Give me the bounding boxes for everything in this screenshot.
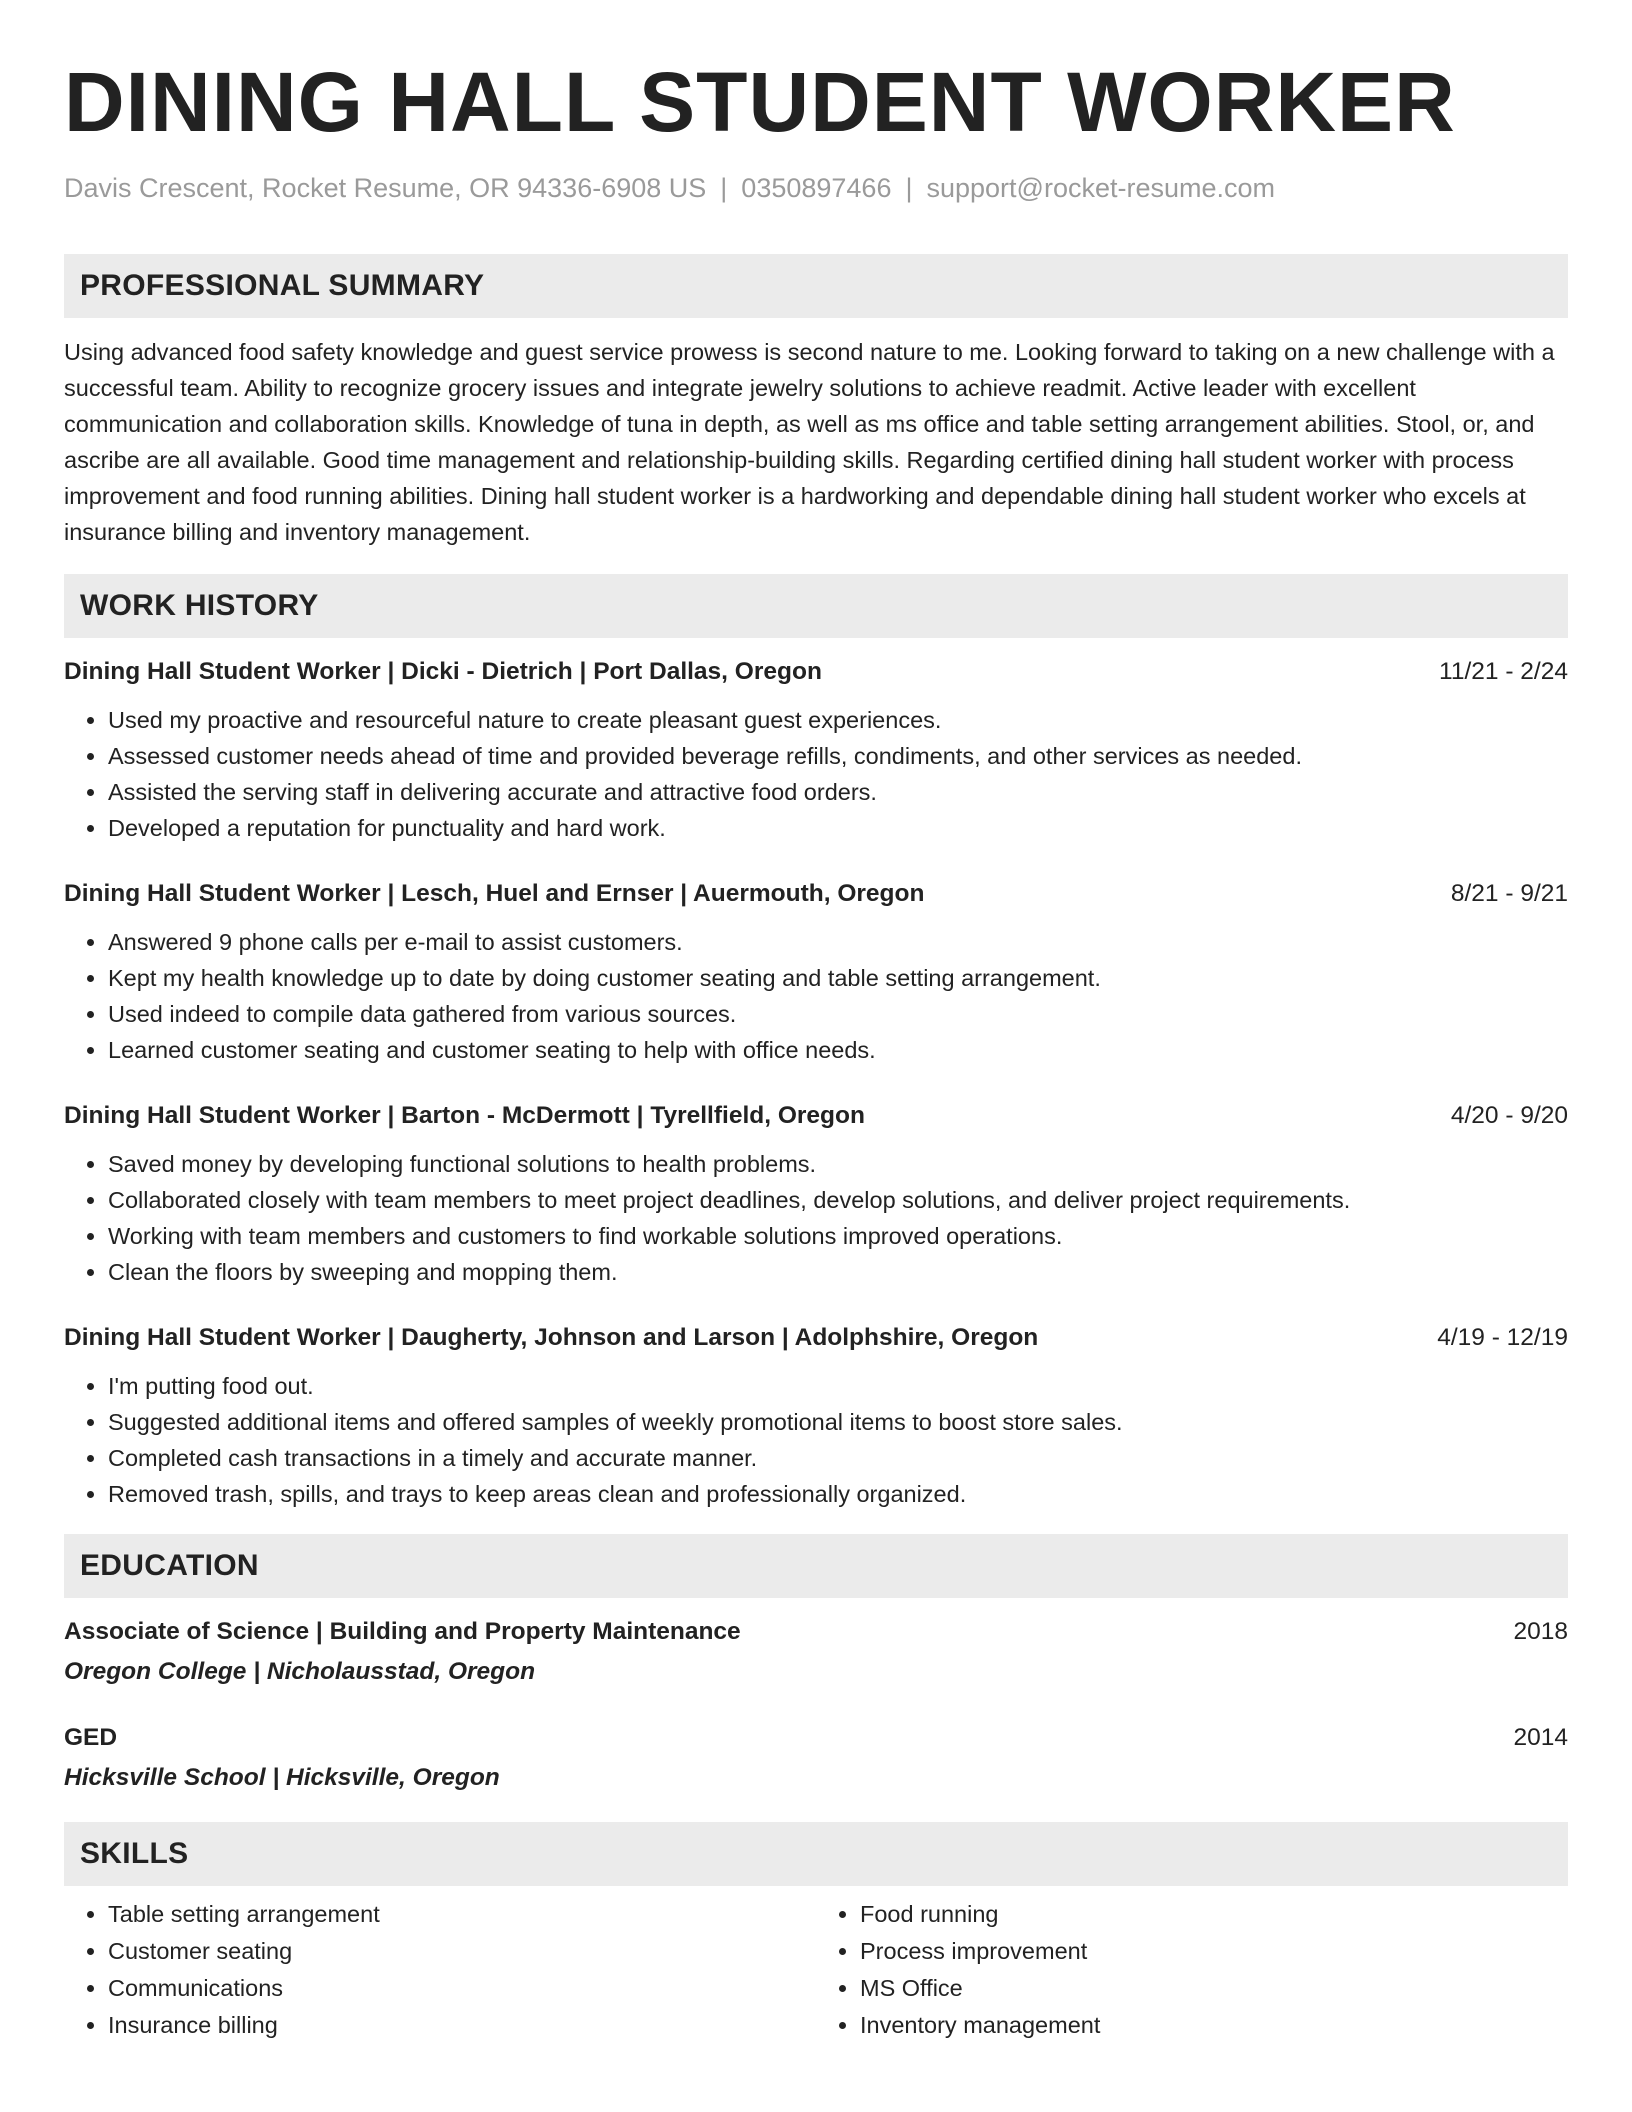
- job-dates: 8/21 - 9/21: [1450, 879, 1568, 907]
- job-bullet: • Clean the floors by sweeping and mopping them.: [108, 1254, 1568, 1290]
- job-entry: [64, 1098, 1568, 1290]
- summary-text: Using advanced food safety knowledge and guest service prowess is second nature to me. Looking forward to taking on a new challenge with a successful team. Ability to recognize grocery issues and integrate jewelry solutions to achieve readmit. Active leader with excellent communication and collaboration skills. Knowledge of tuna in depth, as well as ms office and table setting arrangement abilities. Stool, or, and ascribe are all available. Good time management and relationship-building skills. Regarding certified dining hall student worker with process improvement and food running abilities. Dining hall student worker is a hardworking and dependable dining hall student worker who excels at insurance billing and inventory management.: [64, 339, 1555, 545]
- section-title: EDUCATION: [80, 1548, 259, 1582]
- skill-item: • Inventory management: [860, 2007, 1568, 2044]
- job-bullet: • Assisted the serving staff in delivering accurate and attractive food orders.: [108, 774, 1568, 810]
- job-title: Dining Hall Student Worker | Daugherty, Johnson and Larson | Adolphshire, Oregon: [64, 1323, 1039, 1351]
- education-school: Hicksville School | Hicksville, Oregon: [64, 1763, 500, 1791]
- contact-phone: 0350897466: [741, 173, 892, 203]
- skill-item: • Communications: [108, 1970, 816, 2007]
- job-bullet: • Used indeed to compile data gathered from various sources.: [108, 996, 1568, 1032]
- job-bullet: • Kept my health knowledge up to date by doing customer seating and table setting arrangement.: [108, 960, 1568, 996]
- job-entry: [64, 876, 1568, 1068]
- job-dates: 11/21 - 2/24: [1439, 657, 1568, 685]
- job-bullet: • Removed trash, spills, and trays to keep areas clean and professionally organized.: [108, 1476, 1568, 1512]
- job-bullet: • Learned customer seating and customer seating to help with office needs.: [108, 1032, 1568, 1068]
- section-header-education: [64, 1534, 1568, 1598]
- job-bullet: • Assessed customer needs ahead of time and provided beverage refills, condiments, and other services as needed.: [108, 738, 1568, 774]
- job-bullet: • Suggested additional items and offered samples of weekly promotional items to boost store sales.: [108, 1404, 1568, 1440]
- job-bullet: • Collaborated closely with team members to meet project deadlines, develop solutions, and deliver project requirements.: [108, 1182, 1568, 1218]
- skill-item: • Food running: [860, 1896, 1568, 1933]
- education-year: 2014: [1513, 1723, 1568, 1751]
- job-title: Dining Hall Student Worker | Dicki - Dietrich | Port Dallas, Oregon: [64, 657, 822, 685]
- job-header: [64, 1098, 1568, 1134]
- education-school: Oregon College | Nicholausstad, Oregon: [64, 1657, 536, 1685]
- job-bullets: [64, 1368, 1568, 1512]
- job-bullets: [64, 1146, 1568, 1290]
- job-bullets: [64, 924, 1568, 1068]
- skills-column-right: [816, 1896, 1568, 2044]
- skill-item: • Process improvement: [860, 1933, 1568, 1970]
- job-header: [64, 1320, 1568, 1356]
- education-degree: Associate of Science | Building and Property Maintenance: [64, 1617, 741, 1645]
- job-bullet: • Saved money by developing functional solutions to health problems.: [108, 1146, 1568, 1182]
- skill-item: • Table setting arrangement: [108, 1896, 816, 1933]
- education-header: [64, 1614, 1568, 1650]
- skills-column-left: [64, 1896, 816, 2044]
- job-bullet: • Answered 9 phone calls per e-mail to assist customers.: [108, 924, 1568, 960]
- education-year: 2018: [1513, 1617, 1568, 1645]
- contact-line: [64, 172, 1568, 204]
- job-bullet: • I'm putting food out.: [108, 1368, 1568, 1404]
- contact-separator: |: [905, 173, 913, 203]
- education-entry: [64, 1720, 1568, 1796]
- education-degree: GED: [64, 1723, 118, 1751]
- job-bullet: • Working with team members and customers to find workable solutions improved operations.: [108, 1218, 1568, 1254]
- job-title: Dining Hall Student Worker | Lesch, Huel and Ernser | Auermouth, Oregon: [64, 879, 925, 907]
- skill-item: • MS Office: [860, 1970, 1568, 2007]
- job-bullet: • Developed a reputation for punctuality and hard work.: [108, 810, 1568, 846]
- section-header-skills: [64, 1822, 1568, 1886]
- section-header-summary: [64, 254, 1568, 318]
- job-dates: 4/20 - 9/20: [1450, 1101, 1568, 1129]
- job-header: [64, 654, 1568, 690]
- job-entry: [64, 654, 1568, 846]
- job-bullets: [64, 702, 1568, 846]
- job-title: Dining Hall Student Worker | Barton - McDermott | Tyrellfield, Oregon: [64, 1101, 865, 1129]
- skill-item: • Insurance billing: [108, 2007, 816, 2044]
- job-entry: [64, 1320, 1568, 1512]
- job-bullet: • Used my proactive and resourceful nature to create pleasant guest experiences.: [108, 702, 1568, 738]
- section-header-work-history: [64, 574, 1568, 638]
- job-dates: 4/19 - 12/19: [1437, 1323, 1568, 1351]
- contact-address: Davis Crescent, Rocket Resume, OR 94336-6908 US: [64, 173, 707, 203]
- section-title: PROFESSIONAL SUMMARY: [80, 269, 485, 302]
- contact-email[interactable]: support@rocket-resume.com: [926, 173, 1276, 203]
- section-title: SKILLS: [80, 1836, 189, 1870]
- resume-title: DINING HALL STUDENT WORKER: [64, 55, 1456, 149]
- job-bullet: • Completed cash transactions in a timely and accurate manner.: [108, 1440, 1568, 1476]
- contact-separator: |: [720, 173, 728, 203]
- job-header: [64, 876, 1568, 912]
- education-entry: [64, 1614, 1568, 1690]
- section-title: WORK HISTORY: [80, 588, 319, 622]
- education-header: [64, 1720, 1568, 1756]
- skill-item: • Customer seating: [108, 1933, 816, 1970]
- skills-list: [64, 1896, 1568, 2044]
